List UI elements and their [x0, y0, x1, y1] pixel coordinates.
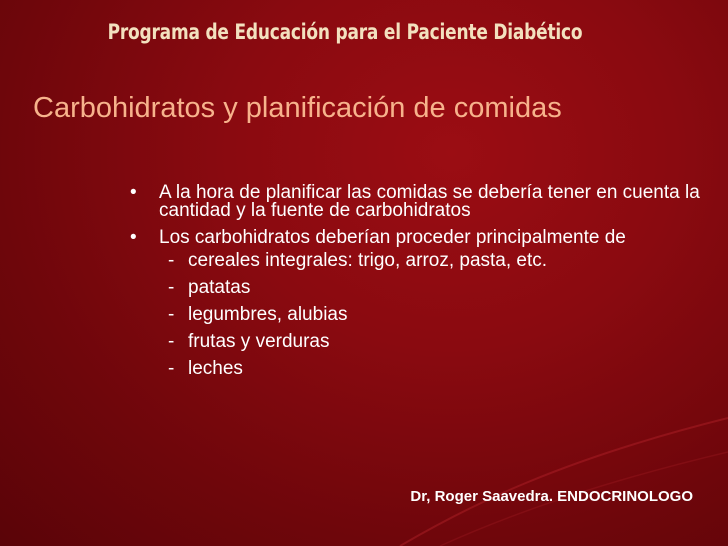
sub-item: - cereales integrales: trigo, arroz, pasta, etc. — [159, 252, 728, 270]
slide-title: Carbohidratos y planificación de comidas — [33, 92, 562, 124]
bullet-text: A la hora de planificar las comidas se debería tener en cuenta la cantidad y la fuente de carbohidratos — [159, 182, 700, 221]
sub-item: - patatas — [159, 279, 728, 297]
sub-item: - frutas y verduras — [159, 333, 728, 351]
bullet-list — [130, 184, 728, 387]
sub-item: - leches — [159, 360, 728, 378]
bullet-item — [130, 184, 728, 220]
bullet-item — [130, 229, 728, 378]
program-banner: Programa de Educación para el Paciente Diabético — [107, 20, 583, 46]
author-credit: Dr, Roger Saavedra. ENDOCRINOLOGO — [410, 488, 693, 505]
sub-list — [159, 252, 728, 378]
bullet-text: Los carbohidratos deberían proceder principalmente de — [159, 227, 626, 248]
sub-item: - legumbres, alubias — [159, 306, 728, 324]
